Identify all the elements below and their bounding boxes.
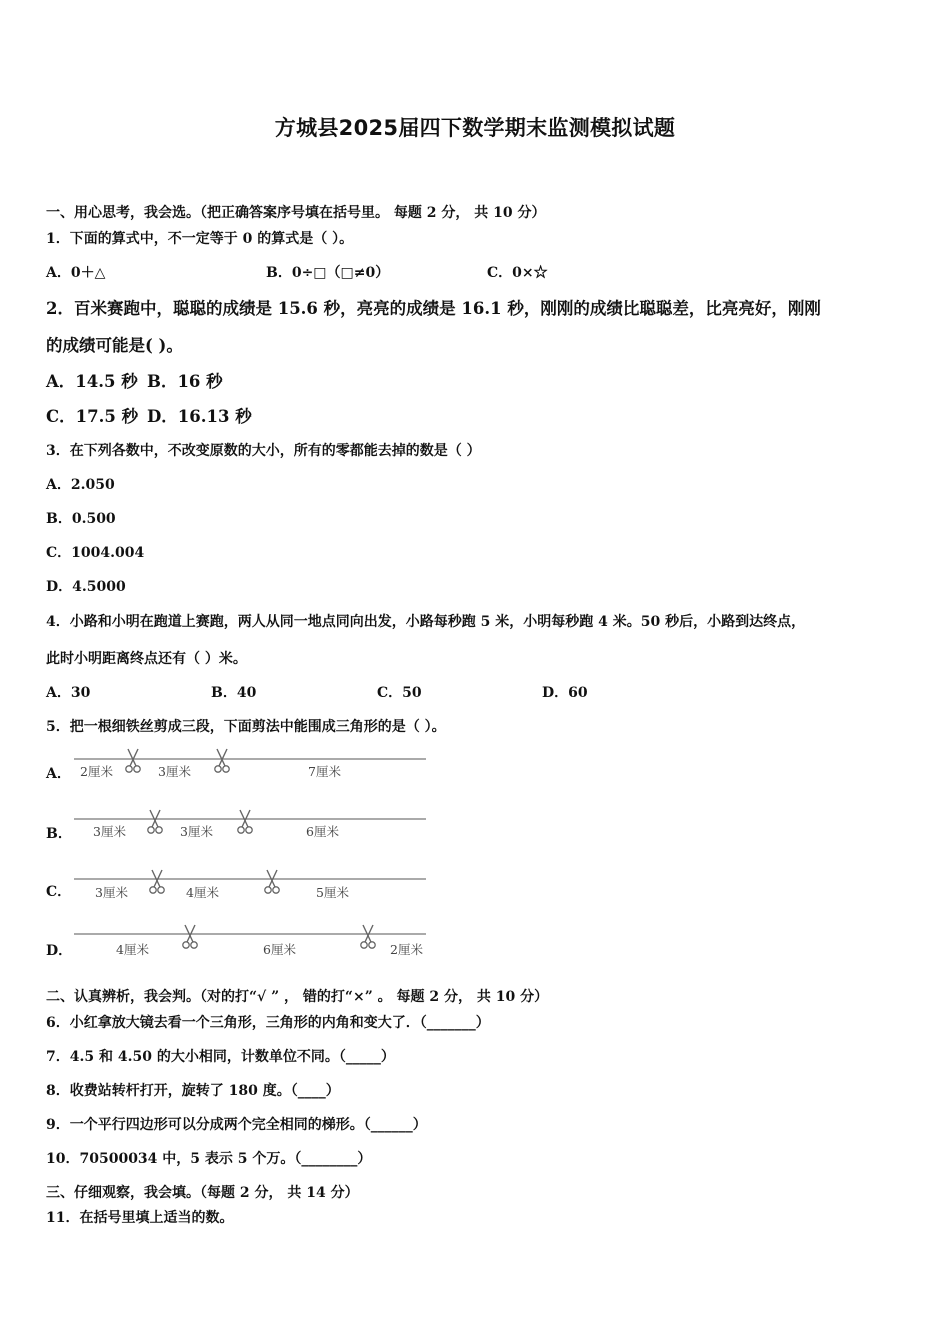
- q5-a-segment-1: 2厘米: [80, 764, 113, 779]
- q5-option-a-label: A．: [46, 766, 71, 782]
- q5-b-segment-1: 3厘米: [93, 824, 126, 839]
- q4-option-d: D．60: [542, 685, 588, 701]
- q5-a-segment-2: 3厘米: [158, 764, 191, 779]
- q5-c-segment-2: 4厘米: [186, 885, 219, 900]
- question-2-line-1: 2．百米赛跑中，聪聪的成绩是 15.6 秒，亮亮的成绩是 16.1 秒，刚刚的成绩比聪聪差，比亮亮好，刚刚: [46, 299, 821, 318]
- q5-wire-diagrams: [0, 740, 440, 970]
- question-4-line-1: 4．小路和小明在跑道上赛跑，两人从同一地点同向出发，小路每秒跑 5 米，小明每秒跑 4 米。50 秒后，小路到达终点，: [46, 614, 806, 630]
- question-6: 6．小红拿放大镜去看一个三角形，三角形的内角和变大了．（_______）: [46, 1015, 490, 1031]
- q1-option-b: B．0÷□（□≠0）: [266, 265, 390, 281]
- section-1-heading: 一、用心思考，我会选。（把正确答案序号填在括号里。 每题 2 分， 共 10 分）: [46, 205, 546, 221]
- q5-b-segment-3: 6厘米: [306, 824, 339, 839]
- q2-option-c: C．17.5 秒: [46, 407, 139, 426]
- q1-option-a: A．0＋△: [46, 265, 106, 281]
- q2-option-a: A．14.5 秒: [46, 372, 138, 391]
- page-title: 方城县2025届四下数学期末监测模拟试题: [274, 116, 676, 140]
- q3-option-d: D．4.5000: [46, 579, 126, 595]
- scissors-icon: [215, 749, 229, 772]
- q5-d-segment-3: 2厘米: [390, 942, 423, 957]
- q4-option-a: A．30: [46, 685, 91, 701]
- question-4-line-2: 此时小明距离终点还有（ ）米。: [46, 651, 247, 667]
- scissors-icon: [150, 870, 164, 893]
- scissors-icon: [148, 810, 162, 833]
- section-3-heading: 三、仔细观察，我会填。（每题 2 分， 共 14 分）: [46, 1185, 359, 1201]
- question-7: 7．4.5 和 4.50 的大小相同，计数单位不同。（_____）: [46, 1049, 395, 1065]
- q4-option-b: B．40: [211, 685, 257, 701]
- scissors-icon: [361, 925, 375, 948]
- scissors-icon: [126, 749, 140, 772]
- question-2-line-2: 的成绩可能是( )。: [46, 336, 183, 355]
- scissors-icon: [238, 810, 252, 833]
- q3-option-a: A．2.050: [46, 477, 115, 493]
- question-11: 11．在括号里填上适当的数。: [46, 1210, 234, 1226]
- q2-option-b: B．16 秒: [147, 372, 223, 391]
- section-2-heading: 二、认真辨析，我会判。（对的打“√ ” ， 错的打“×” 。 每题 2 分， 共 10 分）: [46, 989, 549, 1005]
- q5-option-b-label: B．: [46, 826, 72, 842]
- q3-option-c: C．1004.004: [46, 545, 145, 561]
- q5-c-segment-3: 5厘米: [316, 885, 349, 900]
- question-8: 8．收费站转杆打开，旋转了 180 度。（____）: [46, 1083, 340, 1099]
- q5-d-segment-2: 6厘米: [263, 942, 296, 957]
- q5-b-segment-2: 3厘米: [180, 824, 213, 839]
- question-9: 9．一个平行四边形可以分成两个完全相同的梯形。（______）: [46, 1117, 427, 1133]
- scissors-icon: [183, 925, 197, 948]
- question-3: 3．在下列各数中，不改变原数的大小，所有的零都能去掉的数是（ ）: [46, 443, 481, 459]
- q1-option-c: C．0×☆: [487, 265, 548, 281]
- q5-option-d-label: D．: [46, 943, 73, 959]
- q4-option-c: C．50: [377, 685, 422, 701]
- question-5: 5．把一根细铁丝剪成三段，下面剪法中能围成三角形的是（ ）。: [46, 719, 446, 735]
- q5-d-segment-1: 4厘米: [116, 942, 149, 957]
- q5-c-segment-1: 3厘米: [95, 885, 128, 900]
- question-1: 1．下面的算式中，不一定等于 0 的算式是（ ）。: [46, 231, 354, 247]
- scissors-icon: [265, 870, 279, 893]
- q2-option-d: D．16.13 秒: [147, 407, 252, 426]
- question-10: 10．70500034 中，5 表示 5 个万。（________）: [46, 1151, 372, 1167]
- q5-option-c-label: C．: [46, 884, 72, 900]
- q5-a-segment-3: 7厘米: [308, 764, 341, 779]
- q3-option-b: B．0.500: [46, 511, 116, 527]
